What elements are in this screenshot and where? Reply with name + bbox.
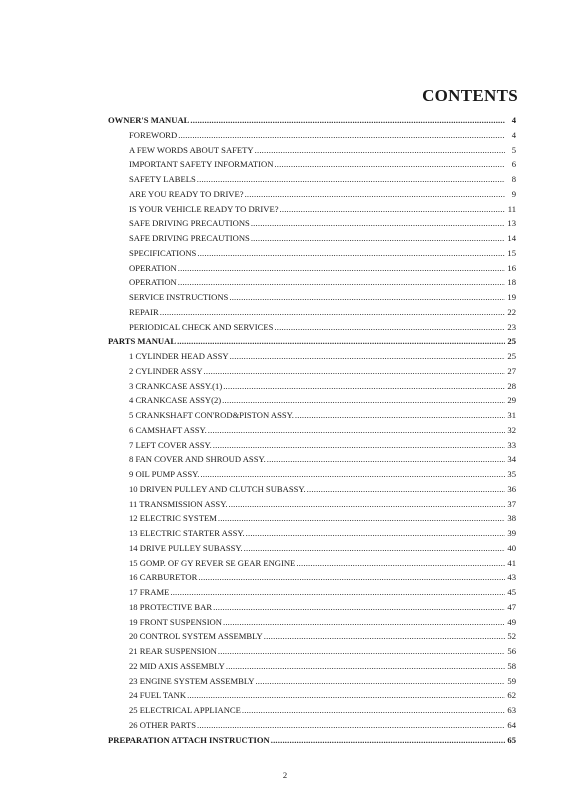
toc-entry[interactable]: [108, 290, 516, 305]
toc-label: 12 ELECTRIC SYSTEM: [129, 513, 217, 524]
toc-entry[interactable]: [108, 659, 516, 674]
toc-label: 11 TRANSMISSION ASSY.: [129, 498, 228, 509]
dot-leader: [267, 452, 505, 467]
dot-leader: [208, 423, 505, 438]
dot-leader: [295, 408, 505, 423]
toc-page-number: 4: [511, 115, 516, 125]
toc-entry[interactable]: [108, 718, 516, 733]
toc-label: 21 REAR SUSPENSION: [129, 646, 217, 656]
dot-leader: [271, 733, 505, 748]
toc-page-number: 25: [507, 351, 516, 361]
dot-leader: [198, 570, 505, 585]
dot-leader: [245, 187, 505, 202]
toc-page-number: 49: [507, 616, 516, 627]
toc-page-number: 38: [507, 513, 516, 524]
toc-label: SERVICE INSTRUCTIONS: [129, 292, 229, 302]
toc-label: 10 DRIVEN PULLEY AND CLUTCH SUBASSY.: [129, 483, 306, 494]
toc-entry[interactable]: [108, 482, 516, 497]
dot-leader: [280, 202, 505, 217]
dot-leader: [255, 674, 505, 689]
dot-leader: [274, 320, 505, 335]
toc-label: SPECIFICATIONS: [129, 247, 197, 258]
toc-page-number: 8: [511, 174, 516, 184]
dot-leader: [242, 703, 505, 718]
toc-page-number: 65: [507, 734, 516, 745]
toc-page-number: 33: [507, 439, 516, 450]
toc-entry[interactable]: [108, 600, 516, 615]
toc-page-number: 19: [507, 292, 516, 302]
toc-page-number: 43: [507, 572, 516, 583]
toc-section[interactable]: [108, 334, 516, 349]
toc-label: 19 FRONT SUSPENSION: [129, 616, 222, 627]
toc-entry[interactable]: [108, 674, 516, 689]
toc-entry[interactable]: [108, 526, 516, 541]
toc-label: SAFE DRIVING PRECAUTIONS: [129, 218, 250, 229]
dot-leader: [223, 615, 505, 630]
dot-leader: [187, 688, 505, 703]
dot-leader: [244, 541, 505, 556]
dot-leader: [230, 349, 505, 364]
toc-label: OWNER'S MANUAL: [108, 115, 190, 125]
dot-leader: [264, 629, 505, 644]
toc-label: 25 ELECTRICAL APPLIANCE: [129, 705, 241, 715]
toc-entry[interactable]: [108, 393, 516, 408]
toc-entry[interactable]: [108, 349, 516, 364]
toc-label: A FEW WORDS ABOUT SAFETY: [129, 144, 254, 155]
toc-label: PREPARATION ATTACH INSTRUCTION: [108, 734, 270, 745]
toc-label: 24 FUEL TANK: [129, 690, 187, 701]
toc-page-number: 23: [507, 321, 516, 332]
toc-entry[interactable]: [108, 320, 516, 335]
toc-label: REPAIR: [129, 306, 159, 317]
toc-page-number: 22: [507, 306, 516, 317]
toc-label: 13 ELECTRIC STARTER ASSY.: [129, 528, 245, 538]
toc-label: 5 CRANKSHAFT CON'ROD&PISTON ASSY.: [129, 410, 294, 420]
toc-entry[interactable]: [108, 644, 516, 659]
dot-leader: [307, 482, 505, 497]
toc-page-number: 9: [511, 188, 516, 199]
toc-page-number: 56: [507, 646, 516, 656]
toc-label: 6 CAMSHAFT ASSY.: [129, 424, 207, 435]
toc-page-number: 5: [511, 144, 516, 155]
toc-label: 22 MID AXIS ASSEMBLY: [129, 660, 225, 671]
toc-page-number: 25: [507, 336, 516, 347]
dot-leader: [218, 511, 505, 526]
toc-label: IMPORTANT SAFETY INFORMATION: [129, 159, 274, 170]
toc-entry[interactable]: [108, 275, 516, 290]
contents-title: CONTENTS: [422, 86, 518, 105]
dot-leader: [228, 497, 505, 512]
toc-label: 4 CRANKCASE ASSY(2): [129, 395, 222, 406]
toc-label: 9 OIL PUMP ASSY.: [129, 469, 200, 479]
toc-entry[interactable]: [108, 408, 516, 423]
toc-label: 17 FRAME: [129, 587, 170, 597]
toc-page-number: 37: [507, 498, 516, 509]
toc-entry[interactable]: [108, 688, 516, 703]
toc-label: 8 FAN COVER AND SHROUD ASSY.: [129, 454, 266, 465]
dot-leader: [160, 305, 505, 320]
toc-page-number: 31: [507, 410, 516, 420]
toc-label: 3 CRANKCASE ASSY.(1): [129, 380, 223, 391]
toc-label: 14 DRIVE PULLEY SUBASSY.: [129, 542, 243, 553]
toc-entry[interactable]: [108, 261, 516, 276]
toc-label: 7 LEFT COVER ASSY.: [129, 439, 212, 450]
dot-leader: [197, 172, 505, 187]
dot-leader: [229, 290, 505, 305]
toc-label: FOREWORD: [129, 129, 178, 140]
toc-label: PERIODICAL CHECK AND SERVICES: [129, 321, 274, 332]
toc-entry[interactable]: [108, 629, 516, 644]
toc-entry[interactable]: [108, 216, 516, 231]
toc-page-number: 27: [507, 365, 516, 376]
toc-entry[interactable]: [108, 570, 516, 585]
toc-page-number: 58: [507, 660, 516, 671]
toc-entry[interactable]: [108, 423, 516, 438]
toc-entry[interactable]: [108, 511, 516, 526]
toc-label: 16 CARBURETOR: [129, 572, 198, 583]
toc-page-number: 47: [507, 601, 516, 612]
toc-section[interactable]: [108, 113, 516, 128]
toc-page-number: 6: [511, 159, 516, 170]
toc-label: OPERATION: [129, 262, 177, 273]
toc-page-number: 64: [507, 719, 516, 730]
dot-leader: [200, 467, 505, 482]
toc-page-number: 14: [507, 233, 516, 243]
toc-label: ARE YOU READY TO DRIVE?: [129, 188, 244, 199]
dot-leader: [178, 261, 505, 276]
dot-leader: [251, 231, 505, 246]
toc-label: 23 ENGINE SYSTEM ASSEMBLY: [129, 675, 255, 686]
toc-page-number: 29: [507, 395, 516, 406]
toc-entry[interactable]: [108, 202, 516, 217]
dot-leader: [204, 364, 505, 379]
toc-entry[interactable]: [108, 438, 516, 453]
toc-entry[interactable]: [108, 246, 516, 261]
dot-leader: [222, 393, 505, 408]
dot-leader: [170, 585, 505, 600]
toc-entry[interactable]: [108, 172, 516, 187]
toc-label: SAFETY LABELS: [129, 174, 196, 184]
toc-page-number: 34: [507, 454, 516, 465]
toc-page-number: 52: [507, 631, 516, 642]
toc-page-number: 39: [507, 528, 516, 538]
dot-leader: [223, 379, 505, 394]
dot-leader: [274, 157, 505, 172]
toc-entry[interactable]: [108, 585, 516, 600]
toc-entry[interactable]: [108, 497, 516, 512]
toc-label: 1 CYLINDER HEAD ASSY: [129, 351, 229, 361]
table-of-contents: [108, 113, 516, 747]
toc-label: 26 OTHER PARTS: [129, 719, 196, 730]
toc-page-number: 45: [507, 587, 516, 597]
toc-entry[interactable]: [108, 379, 516, 394]
toc-page-number: 40: [507, 542, 516, 553]
toc-entry[interactable]: [108, 541, 516, 556]
toc-label: PARTS MANUAL: [108, 336, 177, 347]
toc-entry[interactable]: [108, 615, 516, 630]
toc-label: 15 GOMP. OF GY REVER SE GEAR ENGINE: [129, 557, 296, 568]
toc-page-number: 35: [507, 469, 516, 479]
toc-page-number: 62: [507, 690, 516, 701]
dot-leader: [178, 128, 505, 143]
toc-label: 20 CONTROL SYSTEM ASSEMBLY: [129, 631, 263, 642]
dot-leader: [255, 143, 505, 158]
toc-label: IS YOUR VEHICLE READY TO DRIVE?: [129, 203, 279, 214]
dot-leader: [226, 659, 505, 674]
toc-entry[interactable]: [108, 305, 516, 320]
dot-leader: [178, 275, 505, 290]
dot-leader: [177, 334, 505, 349]
toc-page-number: 28: [507, 380, 516, 391]
toc-label: 2 CYLINDER ASSY: [129, 365, 203, 376]
toc-section[interactable]: [108, 733, 516, 748]
toc-entry[interactable]: [108, 143, 516, 158]
toc-entry[interactable]: [108, 452, 516, 467]
dot-leader: [218, 644, 505, 659]
dot-leader: [213, 600, 505, 615]
toc-page-number: 32: [507, 424, 516, 435]
page-number: 2: [282, 770, 288, 780]
toc-page-number: 36: [507, 483, 516, 494]
toc-page-number: 41: [507, 557, 516, 568]
dot-leader: [197, 246, 505, 261]
toc-label: SAFE DRIVING PRECAUTIONS: [129, 233, 250, 243]
toc-entry[interactable]: [108, 703, 516, 718]
toc-entry[interactable]: [108, 364, 516, 379]
toc-page-number: 13: [507, 218, 516, 229]
toc-entry[interactable]: [108, 157, 516, 172]
dot-leader: [213, 438, 505, 453]
toc-page-number: 59: [507, 675, 516, 686]
toc-label: OPERATION: [129, 277, 177, 288]
dot-leader: [246, 526, 505, 541]
toc-page-number: 18: [507, 277, 516, 288]
toc-entry[interactable]: [108, 128, 516, 143]
dot-leader: [190, 113, 505, 128]
toc-page-number: 11: [507, 203, 516, 214]
toc-entry[interactable]: [108, 231, 516, 246]
dot-leader: [197, 718, 505, 733]
toc-label: 18 PROTECTIVE BAR: [129, 601, 213, 612]
toc-entry[interactable]: [108, 467, 516, 482]
toc-page-number: 63: [507, 705, 516, 715]
toc-page-number: 15: [507, 247, 516, 258]
toc-page-number: 4: [511, 129, 516, 140]
dot-leader: [296, 556, 505, 571]
toc-entry[interactable]: [108, 187, 516, 202]
dot-leader: [251, 216, 505, 231]
toc-entry[interactable]: [108, 556, 516, 571]
toc-page-number: 16: [507, 262, 516, 273]
